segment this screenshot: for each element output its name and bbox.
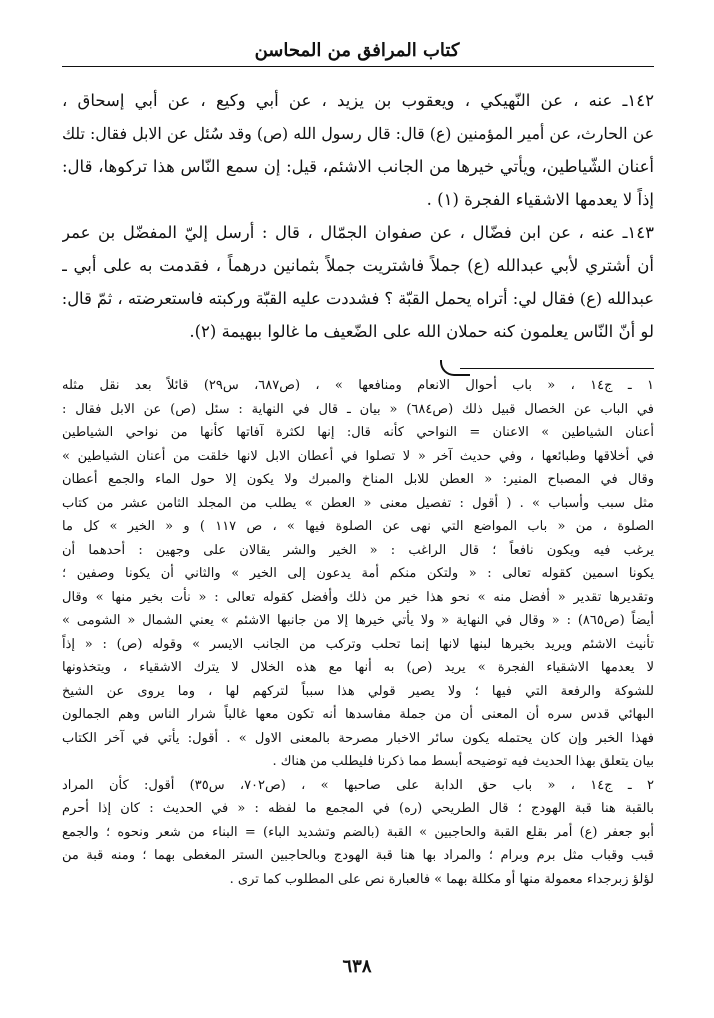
footnote-line: أعنان الشياطين » الاعنان = النواحي كأنه قال: إنها لكثرة آفاتها كأنها من نواحي الشياطين xyxy=(62,425,654,440)
footnote-separator xyxy=(460,368,654,369)
header-rule xyxy=(62,66,654,67)
footnote-line: فهذا الخبر وإن كان يحتمله يكون سائر الاخبار مصرحة بالمعنى الاول » . أقول: يأتي في آخر الكتاب xyxy=(62,730,654,746)
footnote-line: للشوكة والرفعة التي فيها ؛ ولا يصير قولي هذا سبباً لتركهم لها ، وما يروى عن الشيخ xyxy=(62,683,654,699)
footnote-line: بيان يتعلق بهذا الحديث فيه توضيحه أبسط مما ذكرنا فليطلب من هناك . xyxy=(272,754,654,769)
footnote-line: قبب وقباب مثل برم وبرام ؛ والمراد بها هنا قبة الهودج وبالحاجبين الستر المغطى بهما ؛ ومنه قبة من xyxy=(62,848,654,863)
footnote-line: وتقديرها تقدير « أفضل منه » نحو هذا خير من ذلك وأفضل كقوله تعالى : « نأت بخير منها » وقال xyxy=(62,589,654,605)
footnote-line: الصلوة ، من « باب المواضع التي نهى عن الصلوة فيها » ، ص ١١٧ ) و « الخير » كل ما xyxy=(62,519,654,534)
main-line: إذاً لا يعدمها الاشقياء الفجرة (١) . xyxy=(426,190,654,209)
main-line: أعنان الشّياطين، ويأتي خيرها من الجانب الاشئم، قيل: إن سمع النّاس هذا تركوها، قال: xyxy=(62,157,654,176)
footnote-line: بالقبة هنا قبة الهودج ؛ قال الطريحي (ره) في المجمع ما لفظه : « في الحديث : كان إذا أحرم xyxy=(62,801,654,816)
main-line: ١٤٢ـ عنه ، عن النّهيكي ، ويعقوب بن يزيد ، عن أبي وكيع ، عن أبي إسحاق ، xyxy=(62,91,654,110)
main-line: لو أنّ النّاس يعلمون كنه حملان الله على الضّعيف ما غالوا ببهيمة (٢). xyxy=(189,322,654,341)
footnote-line: ٢ ـ ج١٤ ، « باب حق الدابة على صاحبها » ، (ص٧٠٢، س٣٥) أقول: كأن المراد xyxy=(62,777,654,793)
running-header: كتاب المرافق من المحاسن xyxy=(254,40,460,61)
main-line: عبدالله (ع) فقال لي: أتراه يحمل القبّة ؟ فشددت عليه القبّة وركبته فاستعرضته ، ثمّ قال: xyxy=(62,289,654,308)
footnote-line: مثل سبب وأسباب » . ( أقول : تفصيل معنى « العطن » يطلب من المجلد الثامن عشر من كتاب xyxy=(62,495,654,511)
footnote-line: يرغب فيه ويكون نافعاً ؛ قال الراغب : « الخير والشر يقالان على وجهين : أحدهما أن xyxy=(62,542,654,558)
footnote-line: أبو جعفر (ع) أمر بقلع القبة والحاجبين » القبة (بالضم وتشديد الباء) = البناء من شعر ونحوه ؛ والجمع xyxy=(62,824,654,840)
main-line: أن أشتري لأبي عبدالله (ع) جملاً فاشتريت جملاً بثمانين درهماً ، فقدمت به على أبي ـ xyxy=(62,256,654,275)
footnote-line: في الباب عن الخصال قبيل ذلك (ص٦٨٤) « بيان ـ قال في النهاية : سئل (ص) عن الابل فقال : xyxy=(62,401,654,417)
main-line: عن الحارث، عن أمير المؤمنين (ع) قال: قال رسول الله (ص) وقد سُئل عن الابل فقال: تلك xyxy=(62,124,654,143)
page-number: ٦٣٨ xyxy=(342,956,372,977)
footnote-line: في أخلاقها وطبائعها ، وفي حديث آخر « لا تصلوا في أعطان الابل لانها خلقت من أعنان الشياطين » xyxy=(62,448,654,464)
footnote-line: لؤلؤ زبرجداء معمولة منها أو مكللة بهما » فالعبارة نص على المطلوب كما ترى . xyxy=(229,871,654,887)
main-text xyxy=(62,84,654,348)
footnote-line: يكونا اسمين كقوله تعالى : « ولتكن منكم أمة يدعون إلى الخير » والثاني أن يكونا وصفين ؛ xyxy=(62,566,654,581)
footnote-line: لا يعدمها الاشقياء الفجرة » يريد (ص) به أنها مع هذه الخلال لا يترك الاشقياء ، ويتخذونها xyxy=(62,660,654,675)
footnotes xyxy=(62,374,654,891)
footnote-line: ١ ـ ج١٤ ، « باب أحوال الانعام ومنافعها » ، (ص٦٨٧، س٢٩) قائلاً بعد نقل مثله xyxy=(62,378,654,393)
main-line: ١٤٣ـ عنه ، عن ابن فضّال ، عن صفوان الجمّال ، قال : أرسل إليّ المفضّل بن عمر xyxy=(62,223,654,242)
footnote-line: تأنيث الاشئم ويريد بخيرها لبنها لانها إنما تحلب وتركب من الجانب الايسر » وقوله (ص) : « إذاً xyxy=(62,636,654,652)
footnote-line: وقال في المصباح المنير: « العطن للابل المناخ والمبرك ولا يكون إلا حول الماء والجمع أعطان xyxy=(62,472,654,487)
footnote-line: البهائي قدس سره أن المعنى أن من جملة مفاسدها أنه تكون معها غالباً شرار الناس وهم الجمالون xyxy=(62,707,654,722)
footnote-line: أيضاً (ص٨٦٥) : « وقال في النهاية « ولا يأتي خيرها إلا من جانبها الاشئم » يعني الشمال « الشومى » xyxy=(62,613,654,628)
